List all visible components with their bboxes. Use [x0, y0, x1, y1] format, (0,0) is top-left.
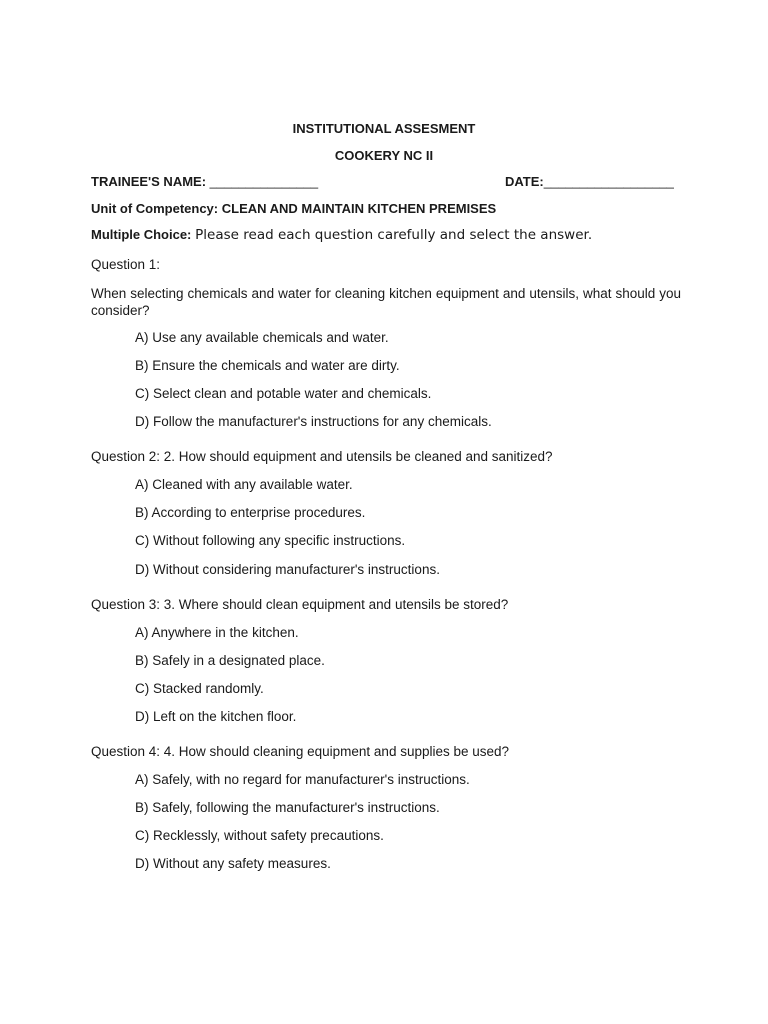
mc-instructions: Please read each question carefully and select the answer. [195, 227, 593, 243]
question-4-label: Question 4: 4. How should cleaning equipment and supplies be used? [91, 744, 510, 759]
course-title: COOKERY NC II [334, 148, 434, 163]
question-1-option-b: B) Ensure the chemicals and water are dirty. [135, 358, 400, 373]
question-1-text: When selecting chemicals and water for cleaning kitchen equipment and utensils, what should you consider? [91, 286, 681, 318]
question-2-option-c: C) Without following any specific instructions. [135, 533, 406, 548]
date-line [505, 174, 674, 189]
uoc-value: CLEAN AND MAINTAIN KITCHEN PREMISES [221, 201, 497, 216]
trainee-name-blank: _______________ [209, 174, 319, 189]
uoc-label: Unit of Competency: [91, 201, 219, 216]
question-4-option-d: D) Without any safety measures. [135, 856, 331, 871]
question-1-label: Question 1: [91, 257, 161, 272]
question-1-option-c: C) Select clean and potable water and chemicals. [135, 386, 432, 401]
question-4-option-b: B) Safely, following the manufacturer's instructions. [135, 800, 440, 815]
question-4-option-a: A) Safely, with no regard for manufacturer's instructions. [135, 772, 470, 787]
unit-of-competency [91, 201, 496, 216]
question-3-option-d: D) Left on the kitchen floor. [135, 709, 297, 724]
question-1-option-d: D) Follow the manufacturer's instructions for any chemicals. [135, 414, 492, 429]
question-2-option-b: B) According to enterprise procedures. [135, 505, 366, 520]
question-2-option-a: A) Cleaned with any available water. [135, 477, 353, 492]
mc-label: Multiple Choice: [91, 227, 192, 242]
question-3-option-a: A) Anywhere in the kitchen. [135, 625, 299, 640]
date-blank: __________________ [543, 174, 674, 189]
question-2-label: Question 2: 2. How should equipment and utensils be cleaned and sanitized? [91, 449, 553, 464]
trainee-name-label: TRAINEE'S NAME: [91, 174, 207, 189]
multiple-choice-heading [91, 227, 592, 243]
question-3-label: Question 3: 3. Where should clean equipment and utensils be stored? [91, 597, 509, 612]
date-label: DATE: [505, 174, 544, 189]
question-4-option-c: C) Recklessly, without safety precautions. [135, 828, 384, 843]
question-3-option-c: C) Stacked randomly. [135, 681, 264, 696]
trainee-name-line [91, 174, 318, 189]
question-3-option-b: B) Safely in a designated place. [135, 653, 325, 668]
question-2-option-d: D) Without considering manufacturer's instructions. [135, 562, 440, 577]
document-title: INSTITUTIONAL ASSESMENT [292, 121, 476, 136]
question-1-option-a: A) Use any available chemicals and water. [135, 330, 389, 345]
